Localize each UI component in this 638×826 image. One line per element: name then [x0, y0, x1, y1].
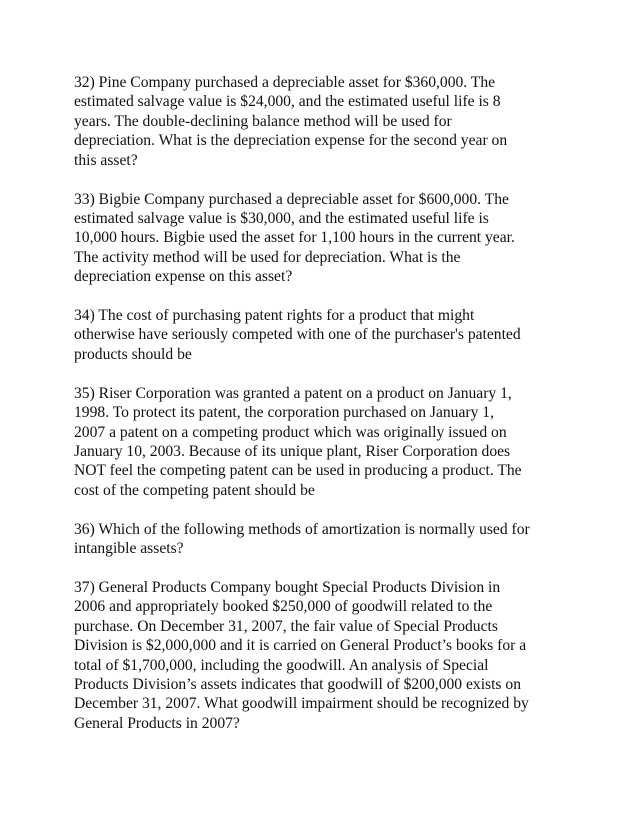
text-line: this asset?: [74, 151, 138, 169]
text-line: purchase. On December 31, 2007, the fair value of Special Products: [74, 617, 498, 635]
text-line: 2006 and appropriately booked $250,000 of goodwill related to the: [74, 598, 493, 616]
question-36: [74, 520, 574, 559]
text-line: 34) The cost of purchasing patent rights for a product that might: [74, 307, 475, 325]
text-line: General Products in 2007?: [74, 714, 240, 732]
question-32: [74, 73, 574, 170]
text-line: otherwise have seriously competed with one of the purchaser's patented: [74, 326, 521, 344]
text-line: Division is $2,000,000 and it is carried on General Product’s books for a: [74, 637, 527, 655]
text-line: estimated salvage value is $30,000, and the estimated useful life is: [74, 209, 489, 227]
text-line: 37) General Products Company bought Special Products Division in: [74, 579, 501, 597]
text-line: intangible assets?: [74, 540, 184, 558]
question-33: [74, 190, 574, 287]
text-line: 32) Pine Company purchased a depreciable asset for $360,000. The: [74, 74, 496, 91]
text-line: Products Division’s assets indicates that goodwill of $200,000 exists on: [74, 676, 521, 694]
text-line: The activity method will be used for depreciation. What is the: [74, 248, 461, 266]
question-list: [74, 73, 574, 753]
text-line: depreciation expense on this asset?: [74, 268, 293, 286]
text-line: 10,000 hours. Bigbie used the asset for 1,100 hours in the current year.: [74, 229, 515, 247]
question-37: [74, 578, 574, 733]
text-line: NOT feel the competing patent can be used in producing a product. The: [74, 462, 522, 480]
text-line: 36) Which of the following methods of amortization is normally used for: [74, 520, 530, 538]
text-line: years. The double-declining balance method will be used for: [74, 112, 452, 130]
text-line: cost of the competing patent should be: [74, 481, 315, 499]
text-line: products should be: [74, 345, 192, 363]
text-line: 33) Bigbie Company purchased a depreciable asset for $600,000. The: [74, 190, 509, 208]
text-line: December 31, 2007. What goodwill impairment should be recognized by: [74, 695, 529, 713]
text-line: 35) Riser Corporation was granted a patent on a product on January 1,: [74, 384, 512, 402]
text-line: depreciation. What is the depreciation expense for the second year on: [74, 132, 508, 150]
text-line: total of $1,700,000, including the goodwill. An analysis of Special: [74, 656, 489, 674]
question-34: [74, 306, 574, 364]
text-line: 1998. To protect its patent, the corporation purchased on January 1,: [74, 404, 494, 422]
text-line: 2007 a patent on a competing product which was originally issued on: [74, 423, 507, 441]
text-line: January 10, 2003. Because of its unique plant, Riser Corporation does: [74, 443, 511, 460]
question-35: [74, 384, 574, 500]
text-line: estimated salvage value is $24,000, and the estimated useful life is 8: [74, 93, 501, 111]
